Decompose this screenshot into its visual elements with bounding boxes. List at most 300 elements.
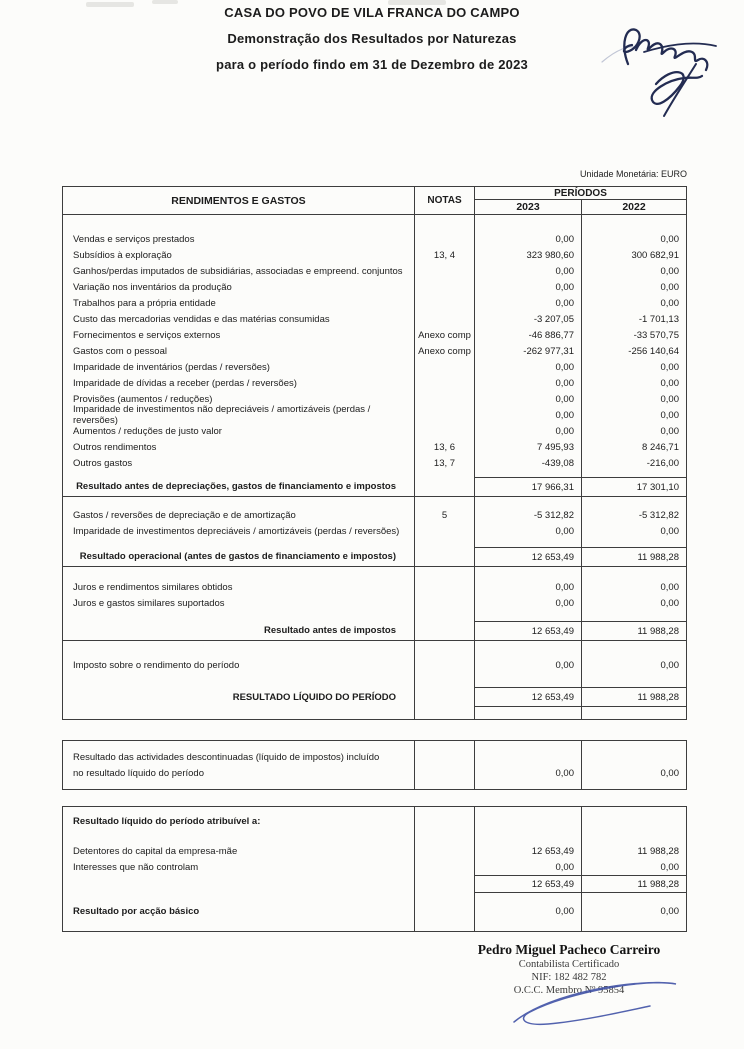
value-2023-cell bbox=[475, 391, 582, 407]
table-row bbox=[63, 859, 686, 875]
table-header bbox=[63, 187, 686, 215]
row-label-cell bbox=[63, 859, 415, 875]
value-2023-cell bbox=[475, 843, 582, 859]
value-2022-cell bbox=[582, 247, 686, 263]
row-notas-cell bbox=[415, 263, 475, 279]
value-2022: 17 301,10 bbox=[636, 481, 679, 493]
table-row bbox=[63, 327, 686, 343]
table-row bbox=[63, 439, 686, 455]
row-notas-cell bbox=[415, 829, 475, 843]
row-label-cell bbox=[63, 477, 415, 496]
value-2022: 0,00 bbox=[660, 659, 679, 671]
row-notas-cell bbox=[415, 859, 475, 875]
value-2022: 0,00 bbox=[660, 861, 679, 873]
value-2023-cell bbox=[475, 621, 582, 640]
value-2022-cell bbox=[582, 263, 686, 279]
value-2022-cell bbox=[582, 423, 686, 439]
value-2023-cell bbox=[475, 893, 582, 903]
value-2022-cell bbox=[582, 327, 686, 343]
row-label-cell bbox=[63, 231, 415, 247]
value-2023-cell bbox=[475, 813, 582, 829]
value-2022: 11 988,28 bbox=[637, 691, 679, 703]
value-2023: 0,00 bbox=[555, 905, 574, 917]
row-notas: Anexo comp bbox=[418, 329, 471, 341]
value-2023: 12 653,49 bbox=[531, 845, 574, 857]
row-label-cell bbox=[63, 741, 415, 789]
value-2022-cell bbox=[582, 477, 686, 496]
row-label-cell bbox=[63, 595, 415, 611]
value-2023-cell bbox=[475, 657, 582, 673]
row-label-cell bbox=[63, 813, 415, 829]
value-2023-cell bbox=[475, 375, 582, 391]
row-notas-cell bbox=[415, 673, 475, 687]
value-2022-cell bbox=[582, 829, 686, 843]
value-2023-cell bbox=[475, 579, 582, 595]
row-notas-cell bbox=[415, 813, 475, 829]
value-2023-cell bbox=[475, 567, 582, 579]
row-label: Resultado antes de impostos bbox=[264, 625, 396, 636]
row-notas-cell bbox=[415, 539, 475, 547]
value-2023: 12 653,49 bbox=[531, 551, 574, 563]
row-label: Vendas e serviços prestados bbox=[73, 233, 195, 245]
row-label-cell bbox=[63, 903, 415, 919]
row-notas-cell bbox=[415, 507, 475, 523]
spacer-row bbox=[63, 611, 686, 621]
value-2023-cell bbox=[475, 407, 582, 423]
table-row bbox=[63, 359, 686, 375]
value-2023-cell bbox=[475, 423, 582, 439]
table-row bbox=[63, 295, 686, 311]
table-row bbox=[63, 595, 686, 611]
value-2022-cell bbox=[582, 523, 686, 539]
row-label-cell bbox=[63, 404, 415, 426]
value-2023-cell bbox=[475, 919, 582, 931]
row-label-cell bbox=[63, 359, 415, 375]
spacer-row bbox=[63, 215, 686, 231]
row-notas-cell bbox=[415, 231, 475, 247]
value-2022-cell bbox=[582, 595, 686, 611]
value-2022-cell bbox=[582, 391, 686, 407]
row-label: Resultado antes de depreciações, gastos de financiamento e impostos bbox=[76, 481, 396, 492]
row-label-cell bbox=[63, 547, 415, 566]
value-2023: 0,00 bbox=[555, 525, 574, 537]
column-header-rendimentos-e-gastos: RENDIMENTOS E GASTOS bbox=[63, 187, 415, 214]
row-label-cell bbox=[63, 343, 415, 359]
value-2022: 11 988,28 bbox=[637, 625, 679, 637]
table-row bbox=[63, 875, 686, 893]
value-2023-cell bbox=[475, 311, 582, 327]
row-label: Ganhos/perdas imputados de subsidiárias, associadas e empreend. conjuntos bbox=[73, 265, 403, 277]
value-2023: -5 312,82 bbox=[533, 509, 574, 521]
value-2023-cell bbox=[475, 279, 582, 295]
row-label: Imposto sobre o rendimento do período bbox=[73, 659, 240, 671]
value-2022-cell bbox=[582, 859, 686, 875]
value-2022-cell bbox=[582, 707, 686, 719]
value-2022-cell bbox=[582, 919, 686, 931]
row-label-cell bbox=[63, 295, 415, 311]
row-label-cell bbox=[63, 843, 415, 859]
value-2023: -262 977,31 bbox=[523, 345, 574, 357]
value-2023: 0,00 bbox=[555, 393, 574, 405]
row-notas: 13, 7 bbox=[433, 457, 456, 469]
accountant-name: Pedro Miguel Pacheco Carreiro bbox=[477, 942, 661, 957]
row-label-cell bbox=[63, 423, 415, 439]
row-notas-cell bbox=[415, 391, 475, 407]
column-header-notas: NOTAS bbox=[415, 187, 475, 214]
spacer-row bbox=[63, 567, 686, 579]
value-2022-cell bbox=[582, 439, 686, 455]
value-2023-cell bbox=[475, 547, 582, 566]
value-2022-cell bbox=[582, 687, 686, 707]
document-title-block bbox=[0, 0, 744, 78]
periods-title: PERÍODOS bbox=[475, 187, 686, 200]
row-label: Outros gastos bbox=[73, 457, 133, 469]
table-row bbox=[63, 247, 686, 263]
row-label: RESULTADO LÍQUIDO DO PERÍODO bbox=[232, 691, 396, 703]
row-notas-cell bbox=[415, 279, 475, 295]
table-row bbox=[63, 579, 686, 595]
value-2022-cell bbox=[582, 641, 686, 657]
value-2023-cell bbox=[475, 477, 582, 496]
table-row bbox=[63, 547, 686, 567]
value-2023-cell bbox=[475, 673, 582, 687]
value-2022: 8 246,71 bbox=[642, 441, 679, 453]
row-label: Resultado líquido do período atribuível a: bbox=[73, 815, 261, 827]
value-2022: -5 312,82 bbox=[638, 509, 679, 521]
row-notas-cell bbox=[415, 641, 475, 657]
accountant-signature-icon bbox=[498, 974, 690, 1034]
row-notas-cell bbox=[415, 903, 475, 919]
value-2023: 12 653,49 bbox=[531, 691, 574, 703]
value-2022: 0,00 bbox=[660, 597, 679, 609]
column-header-2022: 2022 bbox=[622, 201, 646, 213]
row-notas-cell bbox=[415, 477, 475, 496]
row-label: Juros e rendimentos similares obtidos bbox=[73, 581, 233, 593]
table-row bbox=[63, 843, 686, 859]
value-2023-cell bbox=[475, 829, 582, 843]
row-label-cell bbox=[63, 657, 415, 673]
table-row bbox=[63, 687, 686, 707]
value-2022-cell bbox=[582, 231, 686, 247]
table-row bbox=[63, 523, 686, 539]
spacer-row bbox=[63, 829, 686, 843]
value-2023: 7 495,93 bbox=[537, 441, 574, 453]
row-notas-cell bbox=[415, 439, 475, 455]
value-2023-cell bbox=[475, 215, 582, 231]
row-label-cell bbox=[63, 455, 415, 471]
row-notas-cell bbox=[415, 343, 475, 359]
row-notas-cell bbox=[415, 497, 475, 507]
row-label-cell bbox=[63, 215, 415, 231]
row-label-cell bbox=[63, 247, 415, 263]
row-label-cell bbox=[63, 919, 415, 931]
row-notas-cell bbox=[415, 455, 475, 471]
row-label-cell bbox=[63, 707, 415, 719]
row-label-cell bbox=[63, 279, 415, 295]
value-2022: -33 570,75 bbox=[633, 329, 679, 341]
row-notas-cell bbox=[415, 423, 475, 439]
value-2023: 323 980,60 bbox=[526, 249, 574, 261]
row-label: Custo das mercadorias vendidas e das matérias consumidas bbox=[73, 313, 330, 325]
value-2022: 0,00 bbox=[660, 905, 679, 917]
value-2023: 0,00 bbox=[555, 581, 574, 593]
value-2022: -256 140,64 bbox=[628, 345, 679, 357]
value-2022: 0,00 bbox=[660, 393, 679, 405]
value-2022-cell bbox=[582, 375, 686, 391]
row-notas-cell bbox=[415, 407, 475, 423]
value-2022-cell bbox=[582, 673, 686, 687]
value-2023-cell bbox=[475, 859, 582, 875]
value-2023: 12 653,49 bbox=[531, 625, 574, 637]
value-2022-cell bbox=[582, 507, 686, 523]
value-2022-cell bbox=[582, 579, 686, 595]
value-2022-cell bbox=[582, 407, 686, 423]
value-2022: 0,00 bbox=[660, 297, 679, 309]
value-2022: 11 988,28 bbox=[637, 551, 679, 563]
value-2022-cell bbox=[582, 497, 686, 507]
table-row bbox=[63, 903, 686, 919]
table-row bbox=[63, 404, 686, 426]
row-label-cell bbox=[63, 263, 415, 279]
value-2022: 0,00 bbox=[660, 377, 679, 389]
table-row bbox=[63, 279, 686, 295]
row-label-cell bbox=[63, 673, 415, 687]
row-notas: 5 bbox=[441, 509, 448, 521]
value-2023: 0,00 bbox=[555, 409, 574, 421]
value-2023: 0,00 bbox=[555, 377, 574, 389]
row-label: Imparidade de investimentos depreciáveis / amortizáveis (perdas / reversões) bbox=[73, 525, 400, 537]
value-2022: 0,00 bbox=[660, 281, 679, 293]
row-label: Aumentos / reduções de justo valor bbox=[73, 425, 222, 437]
row-label-cell bbox=[63, 375, 415, 391]
value-2023-cell bbox=[475, 439, 582, 455]
row-notas-cell bbox=[415, 611, 475, 621]
row-label-cell bbox=[63, 507, 415, 523]
value-2023-cell bbox=[475, 687, 582, 707]
spacer-row bbox=[63, 641, 686, 657]
row-notas: 13, 4 bbox=[433, 249, 456, 261]
value-2023-cell bbox=[475, 523, 582, 539]
value-2023-cell bbox=[475, 497, 582, 507]
accountant-occ: O.C.C. Membro Nº 95854 bbox=[513, 985, 625, 996]
table-row bbox=[63, 343, 686, 359]
value-2022: 0,00 bbox=[660, 525, 679, 537]
row-notas-cell bbox=[415, 687, 475, 707]
row-label-cell bbox=[63, 893, 415, 903]
value-2022: 300 682,91 bbox=[631, 249, 679, 261]
value-2022-cell bbox=[582, 741, 686, 789]
column-header-2023: 2023 bbox=[475, 200, 582, 214]
table-row bbox=[63, 231, 686, 247]
row-label-cell bbox=[63, 641, 415, 657]
value-2022: -216,00 bbox=[646, 457, 679, 469]
row-notas-cell bbox=[415, 359, 475, 375]
row-notas-cell bbox=[415, 621, 475, 640]
result-attribution-table bbox=[62, 806, 687, 932]
spacer-row bbox=[63, 707, 686, 719]
value-2023: 17 966,31 bbox=[531, 481, 574, 493]
value-2022-cell bbox=[582, 359, 686, 375]
row-label: Imparidade de inventários (perdas / reversões) bbox=[73, 361, 270, 373]
value-2022: 0,00 bbox=[660, 768, 679, 779]
row-label: Detentores do capital da empresa-mãe bbox=[73, 845, 238, 857]
row-label: Trabalhos para a própria entidade bbox=[73, 297, 216, 309]
row-label: Provisões (aumentos / reduções) bbox=[73, 393, 213, 405]
row-notas-cell bbox=[415, 295, 475, 311]
row-label-cell bbox=[63, 621, 415, 640]
table-row bbox=[63, 621, 686, 641]
value-2023-cell bbox=[475, 595, 582, 611]
row-notas-cell bbox=[415, 215, 475, 231]
table-row bbox=[63, 375, 686, 391]
row-label: Resultado operacional (antes de gastos de financiamento e impostos) bbox=[79, 551, 396, 562]
row-notas-cell bbox=[415, 567, 475, 579]
table-row bbox=[63, 423, 686, 439]
table-row bbox=[63, 477, 686, 497]
value-2023-cell bbox=[475, 343, 582, 359]
discontinued-activities-table bbox=[62, 740, 687, 790]
value-2023: 0,00 bbox=[555, 768, 574, 779]
table-row bbox=[63, 311, 686, 327]
table-row bbox=[63, 507, 686, 523]
value-2023: 0,00 bbox=[555, 597, 574, 609]
value-2022: 0,00 bbox=[660, 409, 679, 421]
row-label: Gastos / reversões de depreciação e de amortização bbox=[73, 509, 296, 521]
row-label: Subsídios à exploração bbox=[73, 249, 172, 261]
value-2022-cell bbox=[582, 813, 686, 829]
value-2022-cell bbox=[582, 539, 686, 547]
value-2022: 11 988,28 bbox=[637, 878, 679, 890]
value-2022-cell bbox=[582, 547, 686, 566]
value-2022-cell bbox=[582, 903, 686, 919]
row-label-cell bbox=[63, 539, 415, 547]
value-2022-cell bbox=[582, 455, 686, 471]
row-notas-cell bbox=[415, 893, 475, 903]
value-2022-cell bbox=[582, 343, 686, 359]
value-2022: 0,00 bbox=[660, 581, 679, 593]
row-label: Resultado por acção básico bbox=[73, 905, 200, 917]
value-2023-cell bbox=[475, 247, 582, 263]
value-2023-cell bbox=[475, 611, 582, 621]
row-label: Interesses que não controlam bbox=[73, 861, 199, 873]
row-label: Outros rendimentos bbox=[73, 441, 157, 453]
value-2023-cell bbox=[475, 455, 582, 471]
row-notas-cell bbox=[415, 657, 475, 673]
row-label-cell bbox=[63, 875, 415, 893]
row-notas-cell bbox=[415, 579, 475, 595]
row-notas-cell bbox=[415, 327, 475, 343]
row-label: Fornecimentos e serviços externos bbox=[73, 329, 221, 341]
accountant-role: Contabilista Certificado bbox=[518, 959, 620, 970]
row-notas: Anexo comp bbox=[418, 345, 471, 357]
row-label-cell bbox=[63, 311, 415, 327]
row-label-cell bbox=[63, 567, 415, 579]
value-2023-cell bbox=[475, 641, 582, 657]
table-row bbox=[63, 657, 686, 673]
value-2023-cell bbox=[475, 707, 582, 719]
row-notas-cell bbox=[415, 843, 475, 859]
value-2022: 0,00 bbox=[660, 425, 679, 437]
table-row bbox=[63, 263, 686, 279]
row-label: no resultado líquido do período bbox=[73, 768, 204, 779]
value-2022: 11 988,28 bbox=[637, 845, 679, 857]
value-2023-cell bbox=[475, 539, 582, 547]
value-2023-cell bbox=[475, 295, 582, 311]
row-notas: 13, 6 bbox=[433, 441, 456, 453]
row-label-cell bbox=[63, 579, 415, 595]
value-2022-cell bbox=[582, 567, 686, 579]
row-label: Juros e gastos similares suportados bbox=[73, 597, 225, 609]
value-2022: -1 701,13 bbox=[638, 313, 679, 325]
value-2023-cell bbox=[475, 359, 582, 375]
row-notas-cell bbox=[415, 919, 475, 931]
spacer-row bbox=[63, 539, 686, 547]
value-2023-cell bbox=[475, 507, 582, 523]
row-notas-cell bbox=[415, 375, 475, 391]
value-2022: 0,00 bbox=[660, 233, 679, 245]
spacer-row bbox=[63, 893, 686, 903]
value-2023: 12 653,49 bbox=[531, 878, 574, 890]
value-2023: 0,00 bbox=[555, 659, 574, 671]
value-2023: -3 207,05 bbox=[533, 313, 574, 325]
value-2022-cell bbox=[582, 657, 686, 673]
value-2022: 0,00 bbox=[660, 361, 679, 373]
value-2023: 0,00 bbox=[555, 233, 574, 245]
value-2023-cell bbox=[475, 875, 582, 893]
spacer-row bbox=[63, 673, 686, 687]
row-label-cell bbox=[63, 829, 415, 843]
value-2023-cell bbox=[475, 741, 582, 789]
row-label: Imparidade de investimentos não depreciáveis / amortizáveis (perdas / reversões) bbox=[73, 404, 371, 426]
row-label-cell bbox=[63, 327, 415, 343]
income-statement-table bbox=[62, 186, 687, 720]
statement-title: Demonstração dos Resultados por Naturezas bbox=[227, 31, 517, 46]
value-2023: 0,00 bbox=[555, 861, 574, 873]
value-2023: 0,00 bbox=[555, 361, 574, 373]
value-2023-cell bbox=[475, 327, 582, 343]
row-label-cell bbox=[63, 497, 415, 507]
row-notas-cell bbox=[415, 247, 475, 263]
row-notas-cell bbox=[415, 311, 475, 327]
currency-note: Unidade Monetária: EURO bbox=[579, 169, 687, 179]
row-label-cell bbox=[63, 439, 415, 455]
accountant-nif: NIF: 182 482 782 bbox=[531, 972, 607, 983]
row-notas-cell bbox=[415, 741, 475, 789]
statement-period: para o período findo em 31 de Dezembro de 2023 bbox=[216, 57, 528, 72]
value-2023-cell bbox=[475, 903, 582, 919]
value-2022-cell bbox=[582, 621, 686, 640]
value-2022-cell bbox=[582, 311, 686, 327]
row-notas-cell bbox=[415, 707, 475, 719]
value-2023: 0,00 bbox=[555, 425, 574, 437]
row-label-cell bbox=[63, 523, 415, 539]
value-2022-cell bbox=[582, 611, 686, 621]
value-2022-cell bbox=[582, 215, 686, 231]
value-2023-cell bbox=[475, 263, 582, 279]
organization-name: CASA DO POVO DE VILA FRANCA DO CAMPO bbox=[224, 5, 520, 20]
row-label: Variação nos inventários da produção bbox=[73, 281, 232, 293]
value-2023: 0,00 bbox=[555, 297, 574, 309]
row-notas-cell bbox=[415, 523, 475, 539]
value-2022: 0,00 bbox=[660, 265, 679, 277]
value-2022-cell bbox=[582, 875, 686, 893]
spacer-row bbox=[63, 497, 686, 507]
column-header-periodos bbox=[475, 187, 686, 214]
table-row bbox=[63, 455, 686, 471]
value-2023: -46 886,77 bbox=[528, 329, 574, 341]
row-notas-cell bbox=[415, 595, 475, 611]
spacer-row bbox=[63, 919, 686, 931]
